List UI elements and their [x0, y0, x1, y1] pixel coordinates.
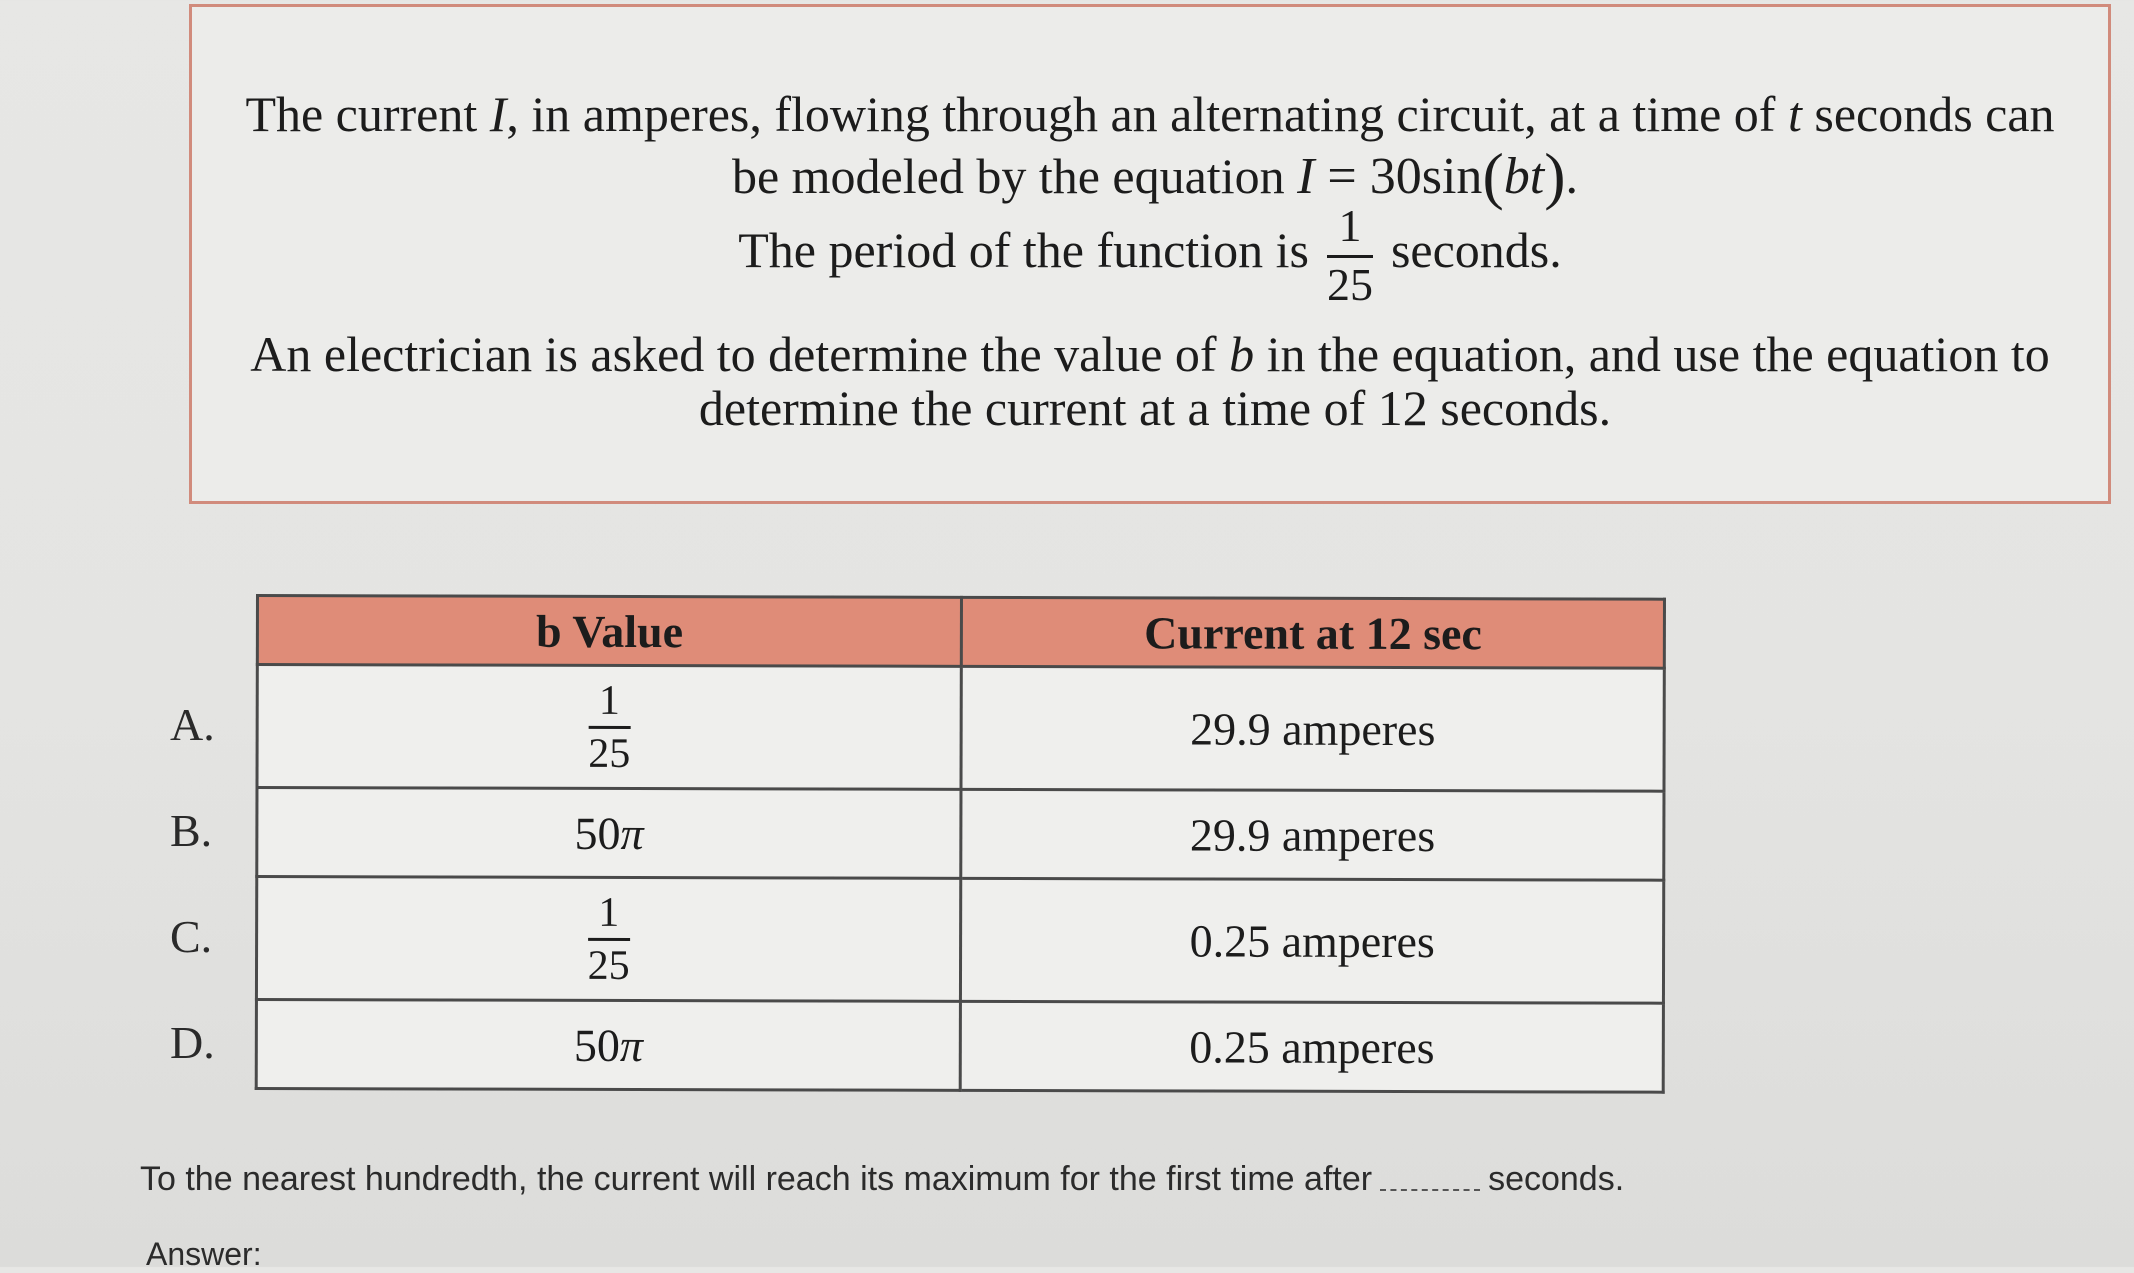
answer-blank — [1380, 1171, 1480, 1191]
problem-text: The period of the function is — [738, 221, 1309, 278]
option-letter-c: C. — [170, 911, 213, 962]
equation-body: = 30sin — [1314, 148, 1483, 205]
problem-text: seconds can — [1801, 86, 2055, 142]
answer-options-table — [255, 594, 1666, 1094]
b-value-cell — [257, 665, 962, 790]
problem-line-4 — [192, 325, 2108, 383]
variable-current: I — [489, 86, 507, 142]
table-row-option-c — [256, 877, 1663, 1004]
table-row-option-d — [256, 1000, 1663, 1093]
problem-text: , in amperes, flowing through an alternating circuit, at a time of — [506, 86, 1788, 142]
question-text: seconds. — [1488, 1160, 1625, 1198]
option-letter-d: D. — [170, 1017, 215, 1068]
header-current: Current at 12 sec — [962, 597, 1665, 668]
problem-line-2 — [192, 139, 2108, 213]
b-coefficient: 50 — [574, 807, 621, 859]
current-cell: 29.9 amperes — [961, 666, 1664, 791]
current-cell: 0.25 amperes — [961, 878, 1664, 1003]
equation-argument: bt — [1503, 148, 1545, 205]
question-prompt — [140, 1160, 1624, 1199]
answer-label: Answer: — [146, 1236, 262, 1272]
table-row-option-a — [257, 665, 1664, 792]
period-fraction — [1326, 200, 1373, 310]
fraction-denominator: 25 — [587, 942, 630, 989]
table-header-row — [257, 596, 1664, 669]
problem-text: An electrician is asked to determine the value of — [250, 326, 1230, 382]
problem-text: The current — [245, 86, 490, 142]
option-letter-a: A. — [170, 699, 215, 750]
variable-time: t — [1787, 86, 1802, 142]
equation-paren-open: ( — [1482, 140, 1504, 211]
header-b-value: b Value — [257, 596, 961, 667]
fraction-denominator: 25 — [588, 730, 631, 777]
problem-text: determine the current at a time of 12 seconds. — [698, 380, 1612, 436]
problem-line-1 — [192, 85, 2108, 143]
fraction-numerator: 1 — [1327, 203, 1373, 258]
b-value-cell — [256, 1000, 961, 1091]
b-fraction — [588, 677, 631, 777]
problem-line-3 — [192, 200, 2108, 310]
b-fraction — [587, 889, 630, 989]
fraction-numerator: 1 — [588, 891, 630, 940]
fraction-denominator: 25 — [1326, 259, 1373, 310]
b-coefficient: 50 — [573, 1019, 621, 1071]
problem-line-5 — [192, 379, 2108, 437]
b-value-cell — [257, 788, 962, 879]
equation-variable-current: I — [1297, 148, 1315, 205]
fraction-numerator: 1 — [588, 679, 630, 728]
b-value-cell — [256, 877, 961, 1002]
problem-statement-box — [189, 4, 2111, 504]
problem-text: in the equation, and use the equation to — [1254, 326, 2050, 382]
pi-symbol: π — [619, 1019, 644, 1071]
variable-b: b — [1229, 326, 1255, 382]
option-letter-b: B. — [170, 805, 213, 856]
pi-symbol: π — [620, 807, 644, 859]
current-cell: 29.9 amperes — [961, 789, 1664, 880]
question-text: To the nearest hundredth, the current will reach its maximum for the first time after — [140, 1160, 1373, 1198]
problem-text: be modeled by the equation — [731, 148, 1298, 204]
equation-paren-close: ) — [1544, 140, 1566, 211]
problem-text: seconds. — [1390, 221, 1562, 278]
table-row-option-b — [257, 788, 1664, 881]
problem-text: . — [1565, 148, 1579, 204]
current-cell: 0.25 amperes — [960, 1001, 1663, 1092]
